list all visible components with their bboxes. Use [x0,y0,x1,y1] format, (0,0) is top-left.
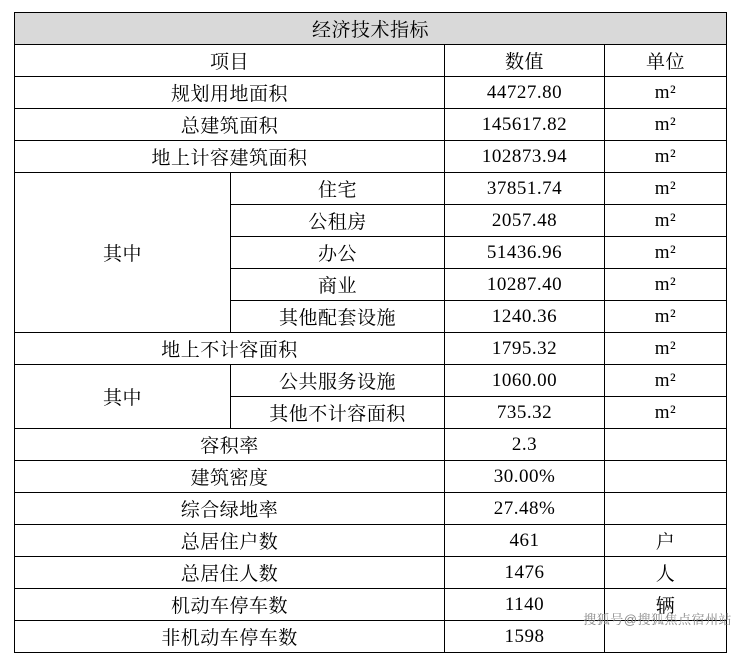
row-unit [605,461,727,493]
row-unit: 人 [605,557,727,589]
row-unit: m² [605,301,727,333]
table-row [15,333,727,365]
row-label: 总建筑面积 [15,109,445,141]
table-row [15,141,727,173]
row-value: 1240.36 [445,301,605,333]
table-title: 经济技术指标 [15,13,727,45]
header-unit: 单位 [605,45,727,77]
row-label: 商业 [231,269,445,301]
table-row [15,461,727,493]
row-value: 145617.82 [445,109,605,141]
row-label: 办公 [231,237,445,269]
row-value: 1140 [445,589,605,621]
row-value: 44727.80 [445,77,605,109]
table-row [15,365,727,397]
row-value: 1598 [445,621,605,653]
watermark: 搜狐号@搜狐焦点宿州站 [583,612,732,627]
row-value: 1476 [445,557,605,589]
row-unit: m² [605,109,727,141]
row-value: 2057.48 [445,205,605,237]
row-label: 地上不计容面积 [15,333,445,365]
row-value: 2.3 [445,429,605,461]
row-label: 公共服务设施 [231,365,445,397]
header-item: 项目 [15,45,445,77]
table-header-row [15,45,727,77]
table-title-row [15,13,727,45]
row-label: 其他配套设施 [231,301,445,333]
row-label: 非机动车停车数 [15,621,445,653]
row-value: 51436.96 [445,237,605,269]
row-value: 30.00% [445,461,605,493]
row-unit: m² [605,141,727,173]
row-label: 容积率 [15,429,445,461]
row-unit: m² [605,397,727,429]
row-label: 机动车停车数 [15,589,445,621]
row-label: 其他不计容面积 [231,397,445,429]
table-row [15,525,727,557]
row-value: 1060.00 [445,365,605,397]
table-row [15,557,727,589]
row-label: 综合绿地率 [15,493,445,525]
table-row [15,77,727,109]
group-label-above-ground: 其中 [15,173,231,333]
row-label: 规划用地面积 [15,77,445,109]
row-unit: m² [605,205,727,237]
table-row [15,173,727,205]
row-value: 27.48% [445,493,605,525]
table-row [15,493,727,525]
row-value: 37851.74 [445,173,605,205]
economic-technical-indicators-table [14,12,727,653]
table-row [15,109,727,141]
row-unit [605,429,727,461]
header-value: 数值 [445,45,605,77]
row-label: 住宅 [231,173,445,205]
row-label: 总居住户数 [15,525,445,557]
row-label: 建筑密度 [15,461,445,493]
row-unit: m² [605,237,727,269]
row-unit: m² [605,77,727,109]
row-unit: m² [605,333,727,365]
row-value: 102873.94 [445,141,605,173]
table-row [15,429,727,461]
row-value: 10287.40 [445,269,605,301]
row-value: 1795.32 [445,333,605,365]
row-value: 735.32 [445,397,605,429]
row-unit: 户 [605,525,727,557]
row-unit: m² [605,269,727,301]
indicators-sheet [14,12,726,653]
group-label-non-far: 其中 [15,365,231,429]
row-unit: 辆 [605,589,727,621]
row-value: 461 [445,525,605,557]
row-label: 总居住人数 [15,557,445,589]
row-unit: m² [605,173,727,205]
row-label: 公租房 [231,205,445,237]
row-unit: m² [605,365,727,397]
row-label: 地上计容建筑面积 [15,141,445,173]
row-unit [605,493,727,525]
